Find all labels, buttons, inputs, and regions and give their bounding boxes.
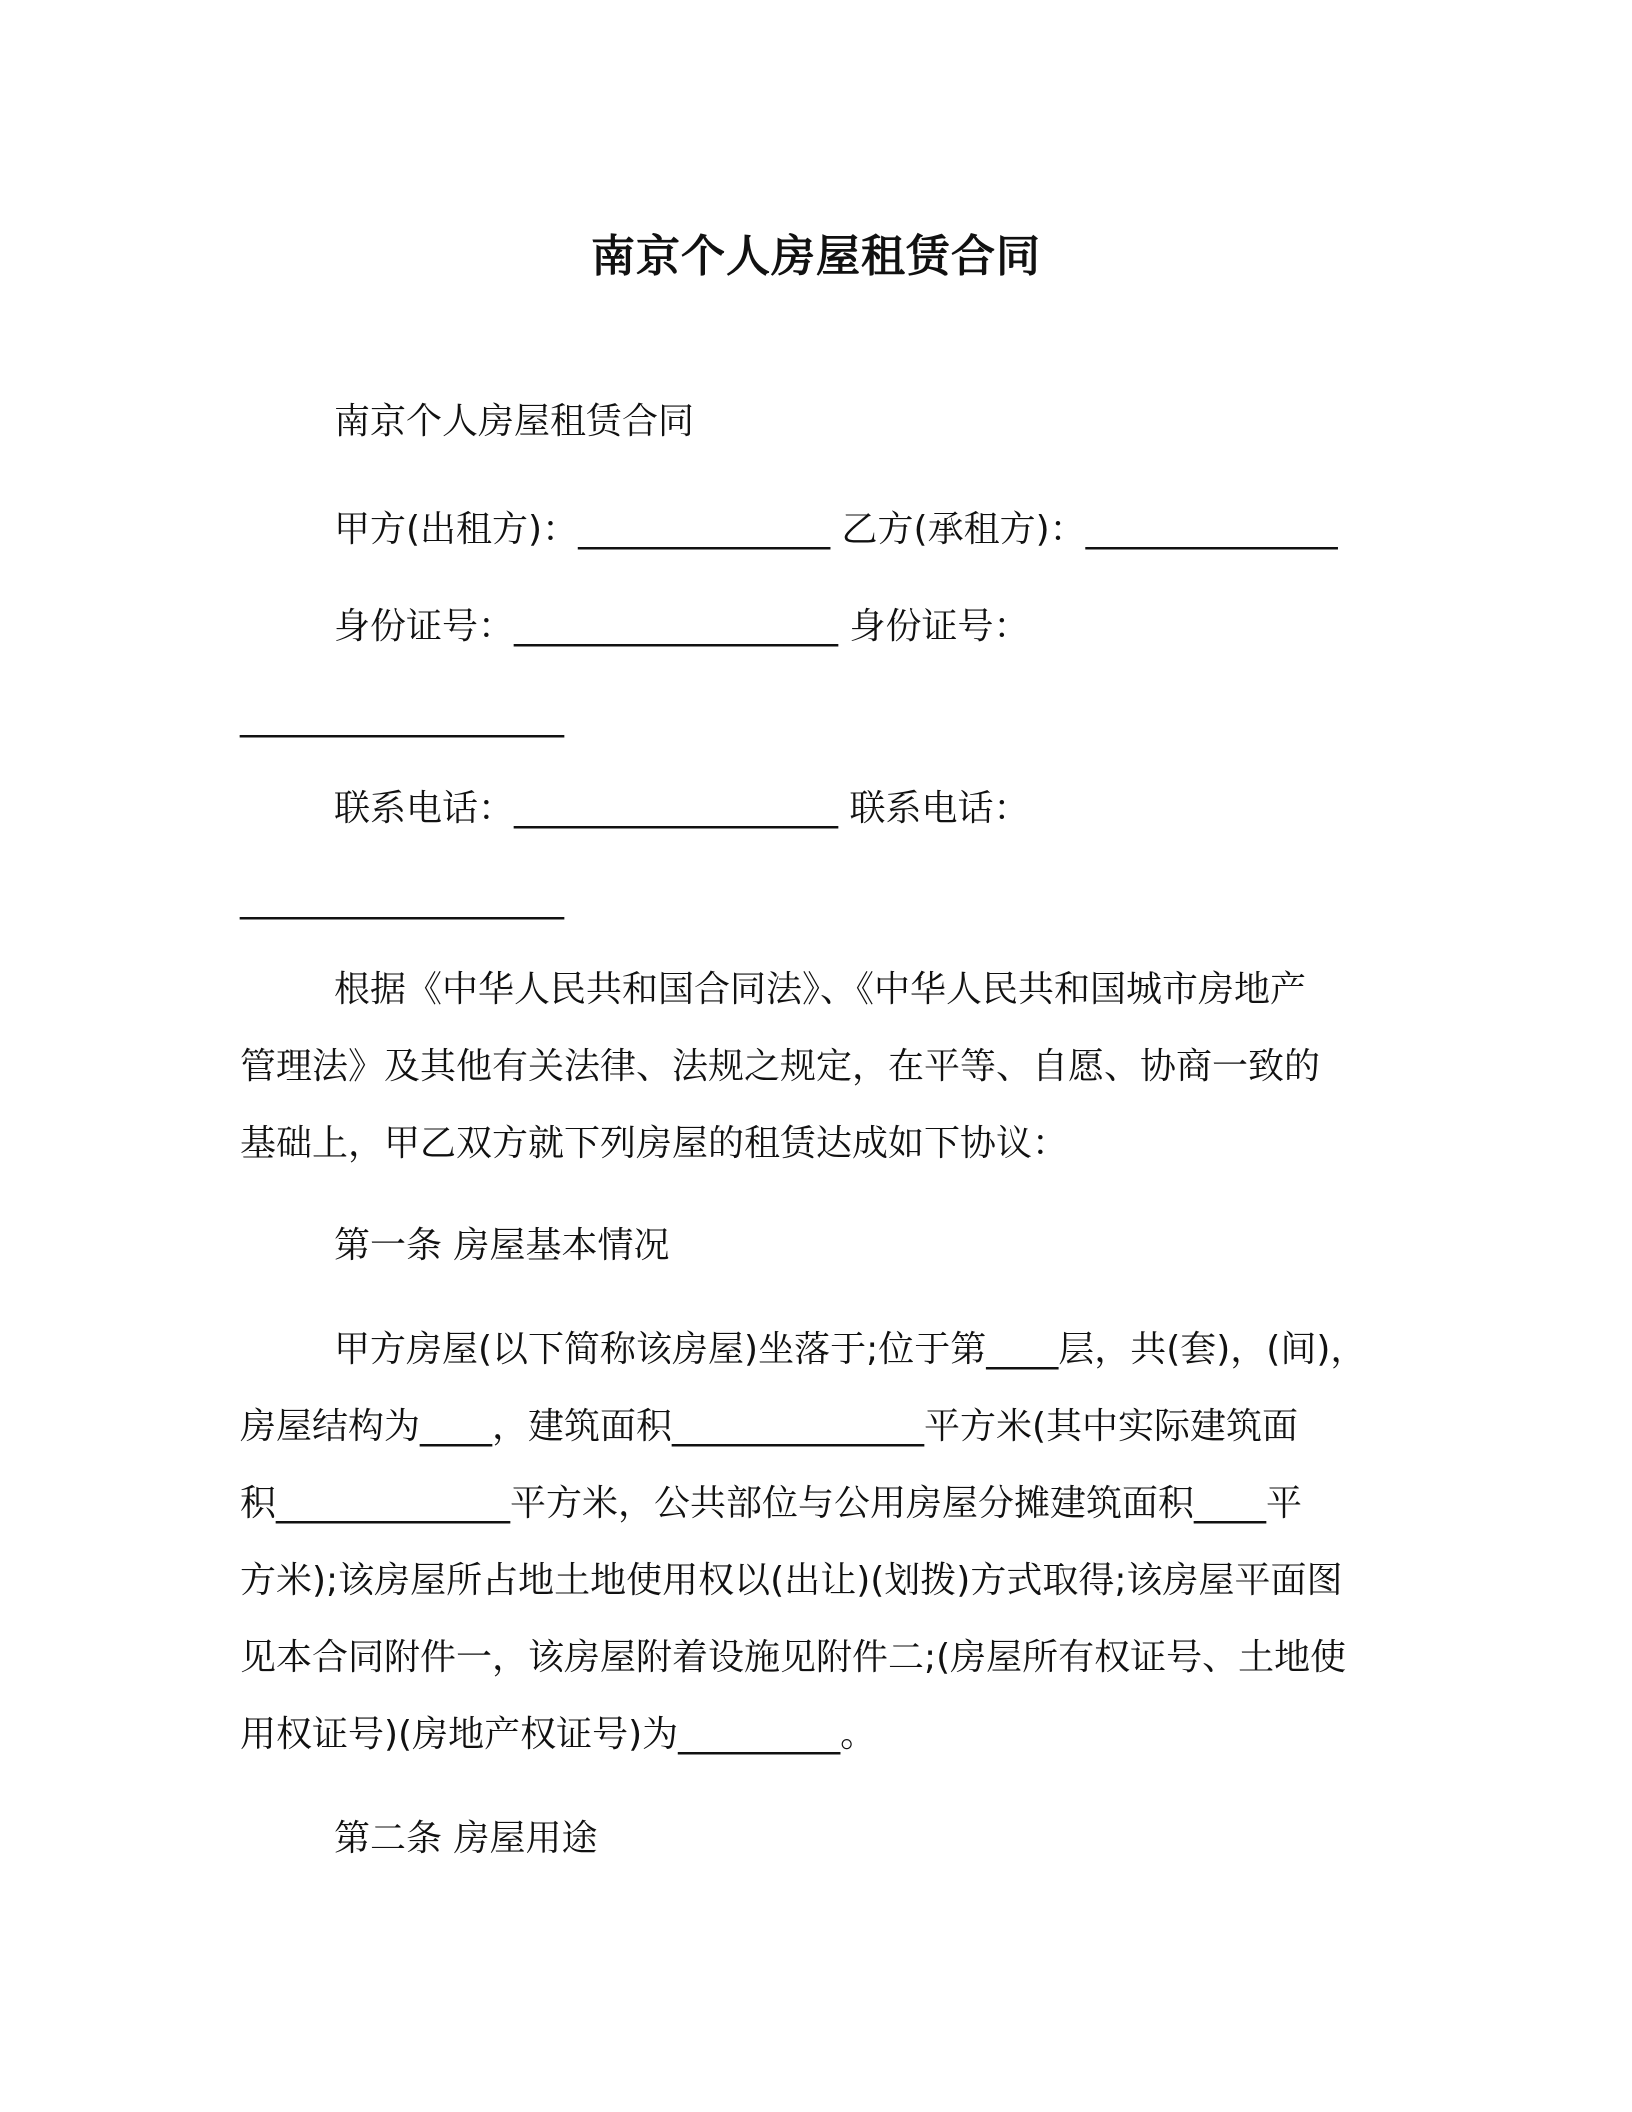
document-title: 南京个人房屋租赁合同	[591, 231, 1041, 282]
phone-line-continued: __________________	[240, 879, 564, 920]
contract-subtitle: 南京个人房屋租赁合同	[334, 401, 695, 442]
article-1-body-line: 甲方房屋(以下简称该房屋)坐落于;位于第____层，共(套)，(间)，	[334, 1329, 1367, 1370]
preamble-line: 基础上，甲乙双方就下列房屋的租赁达成如下协议：	[240, 1123, 1069, 1164]
id-number-line-continued: __________________	[240, 697, 564, 738]
article-1-body-line: 用权证号)(房地产权证号)为_________。	[240, 1714, 877, 1755]
id-number-line: 身份证号：__________________ 身份证号：	[334, 606, 1030, 647]
phone-line: 联系电话：__________________ 联系电话：	[334, 788, 1030, 829]
preamble-line: 管理法》及其他有关法律、法规之规定，在平等、自愿、协商一致的	[240, 1046, 1321, 1087]
article-1-body-line: 积_____________平方米，公共部位与公用房屋分摊建筑面积____平	[240, 1483, 1303, 1524]
article-1-body-line: 房屋结构为____，建筑面积______________平方米(其中实际建筑面	[240, 1406, 1299, 1447]
article-2-heading: 第二条 房屋用途	[334, 1818, 598, 1859]
article-1-body-line: 方米);该房屋所占地土地使用权以(出让)(划拨)方式取得;该房屋平面图	[240, 1560, 1343, 1601]
article-1-body-line: 见本合同附件一，该房屋附着设施见附件二;(房屋所有权证号、土地使	[240, 1637, 1347, 1678]
article-1-heading: 第一条 房屋基本情况	[334, 1225, 670, 1266]
preamble-line: 根据《中华人民共和国合同法》、《中华人民共和国城市房地产	[334, 969, 1307, 1010]
parties-line: 甲方(出租方)：______________ 乙方(承租方)：______________	[334, 509, 1338, 550]
